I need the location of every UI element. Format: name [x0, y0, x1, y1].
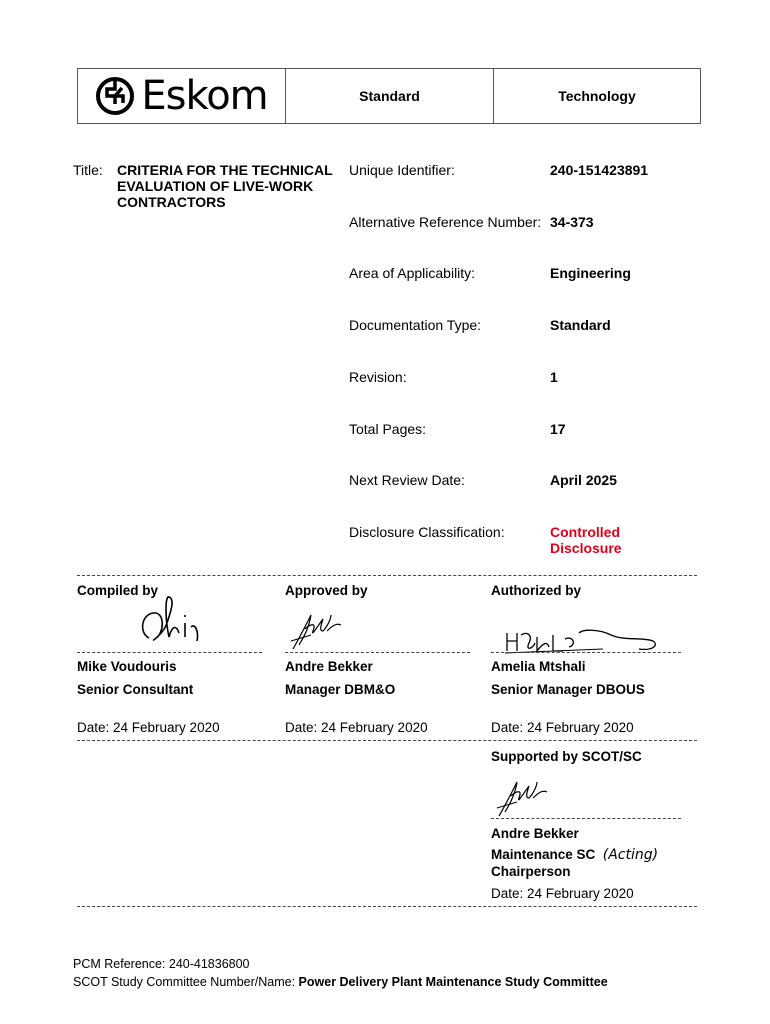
separator-line [77, 906, 697, 907]
signatory-date-approved: Date: 24 February 2020 [285, 720, 428, 735]
approved-by-heading: Approved by [285, 583, 368, 598]
signatory-date-compiled: Date: 24 February 2020 [77, 720, 220, 735]
field-label-revision: Revision: [349, 369, 407, 385]
pcm-reference: PCM Reference: 240-41836800 [73, 957, 250, 971]
field-value-next-review: April 2025 [550, 472, 617, 488]
eskom-wordmark: Eskom [141, 73, 268, 119]
field-label-alt-reference: Alternative Reference Number: [349, 214, 542, 230]
field-label-applicability: Area of Applicability: [349, 265, 476, 281]
authorized-by-heading: Authorized by [491, 583, 581, 598]
supported-role-handwritten: (Acting) [602, 847, 659, 863]
signatory-name-authorized: Amelia Mtshali [491, 659, 586, 674]
signatory-role-authorized: Senior Manager DBOUS [491, 682, 645, 697]
field-value-disclosure: Controlled Disclosure [550, 524, 622, 556]
scot-label: SCOT Study Committee Number/Name: [73, 975, 296, 989]
supported-role [491, 846, 658, 864]
signature-line [77, 652, 262, 653]
field-value-alt-reference: 34-373 [550, 214, 594, 230]
field-value-doc-type: Standard [550, 317, 611, 333]
signatory-name-compiled: Mike Voudouris [77, 659, 177, 674]
eskom-logo [78, 69, 286, 123]
eskom-emblem-icon [95, 76, 135, 116]
field-value-applicability: Engineering [550, 265, 631, 281]
supported-role-line1: Maintenance SC [491, 847, 596, 862]
field-value-revision: 1 [550, 369, 558, 385]
document-title: CRITERIA FOR THE TECHNICAL EVALUATION OF LIVE-WORK CONTRACTORS [117, 162, 333, 210]
signature-line [285, 652, 470, 653]
separator-line [77, 575, 697, 576]
supported-role-line2: Chairperson [491, 864, 571, 879]
field-value-unique-identifier: 240-151423891 [550, 162, 649, 178]
scot-value: Power Delivery Plant Maintenance Study Committee [298, 975, 608, 989]
signatory-date-authorized: Date: 24 February 2020 [491, 720, 634, 735]
field-label-doc-type: Documentation Type: [349, 317, 482, 333]
signatory-role-compiled: Senior Consultant [77, 682, 194, 697]
signature-compiled-image [135, 593, 215, 653]
signature-line [491, 818, 681, 819]
scot-reference [73, 975, 608, 989]
header-document-class: Standard [286, 69, 494, 123]
signature-line [491, 652, 681, 653]
field-label-disclosure: Disclosure Classification: [349, 524, 505, 540]
header-category: Technology [558, 88, 636, 104]
document-header [77, 68, 701, 124]
compiled-by-heading: Compiled by [77, 583, 159, 598]
signature-approved-image [287, 605, 357, 655]
signatory-name-approved: Andre Bekker [285, 659, 373, 674]
signatory-role-approved: Manager DBM&O [285, 682, 396, 697]
signature-supported-image [493, 772, 563, 822]
supported-date: Date: 24 February 2020 [491, 886, 634, 901]
field-label-next-review: Next Review Date: [349, 472, 465, 488]
supported-by-heading: Supported by SCOT/SC [491, 749, 642, 764]
field-label-total-pages: Total Pages: [349, 421, 427, 437]
separator-line [77, 740, 697, 741]
field-value-total-pages: 17 [550, 421, 566, 437]
title-label: Title: [73, 162, 103, 178]
supported-name: Andre Bekker [491, 826, 579, 841]
field-label-unique-identifier: Unique Identifier: [349, 162, 455, 178]
